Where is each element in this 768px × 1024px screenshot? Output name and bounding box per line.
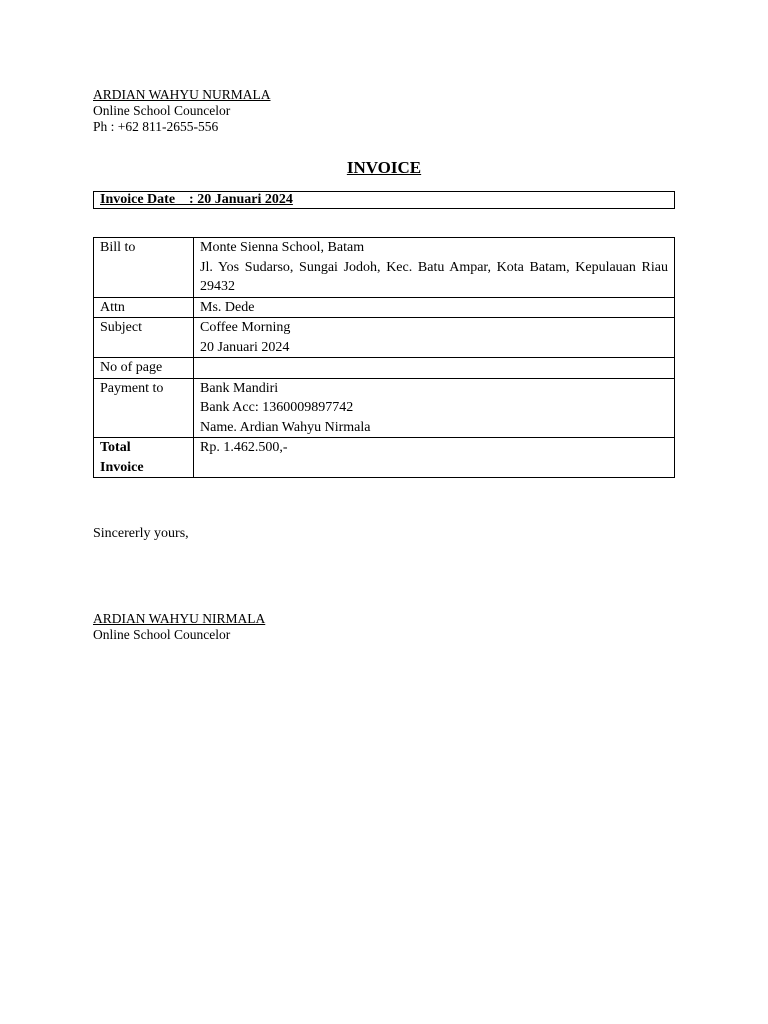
total-label (94, 438, 194, 478)
table-row (94, 378, 675, 438)
payment-account: Bank Acc: 1360009897742 (200, 400, 354, 415)
sender-phone: Ph : +62 811-2655-556 (93, 119, 219, 134)
invoice-date-line: Invoice Date : 20 Januari 2024 (100, 192, 293, 207)
subject-line1: Coffee Morning (200, 320, 291, 335)
invoice-details-table (93, 237, 675, 478)
table-row (94, 318, 675, 358)
signature-block (93, 611, 265, 643)
sender-name: ARDIAN WAHYU NURMALA (93, 87, 271, 102)
no-of-page-label: No of page (94, 358, 194, 379)
bill-to-line1: Monte Sienna School, Batam (200, 240, 365, 255)
table-row (94, 238, 675, 298)
total-value: Rp. 1.462.500,- (194, 438, 675, 478)
table-row (94, 358, 675, 379)
invoice-title: INVOICE (346, 158, 422, 177)
subject-label: Subject (94, 318, 194, 358)
bill-to-value (194, 238, 675, 298)
attn-label: Attn (94, 297, 194, 318)
table-row (94, 297, 675, 318)
sender-role: Online School Councelor (93, 103, 231, 118)
payment-name: Name. Ardian Wahyu Nirmala (200, 419, 371, 435)
invoice-date-box (93, 191, 675, 209)
subject-line2: 20 Januari 2024 (200, 339, 290, 355)
bill-to-label: Bill to (94, 238, 194, 298)
signature-role: Online School Councelor (93, 627, 231, 642)
payment-to-value (194, 378, 675, 438)
no-of-page-value (194, 358, 675, 379)
sender-block (93, 87, 271, 135)
total-label-line2: Invoice (100, 459, 144, 475)
table-row (94, 438, 675, 478)
payment-to-label: Payment to (94, 378, 194, 438)
attn-value: Ms. Dede (194, 297, 675, 318)
closing-text: Sincererly yours, (93, 526, 189, 541)
payment-bank: Bank Mandiri (200, 380, 279, 396)
subject-value (194, 318, 675, 358)
bill-to-line2: Jl. Yos Sudarso, Sungai Jodoh, Kec. Batu Ampar, Kota Batam, Kepulauan Riau 29432 (200, 259, 668, 294)
signature-name: ARDIAN WAHYU NIRMALA (93, 611, 266, 626)
total-label-line1: Total (100, 440, 131, 455)
